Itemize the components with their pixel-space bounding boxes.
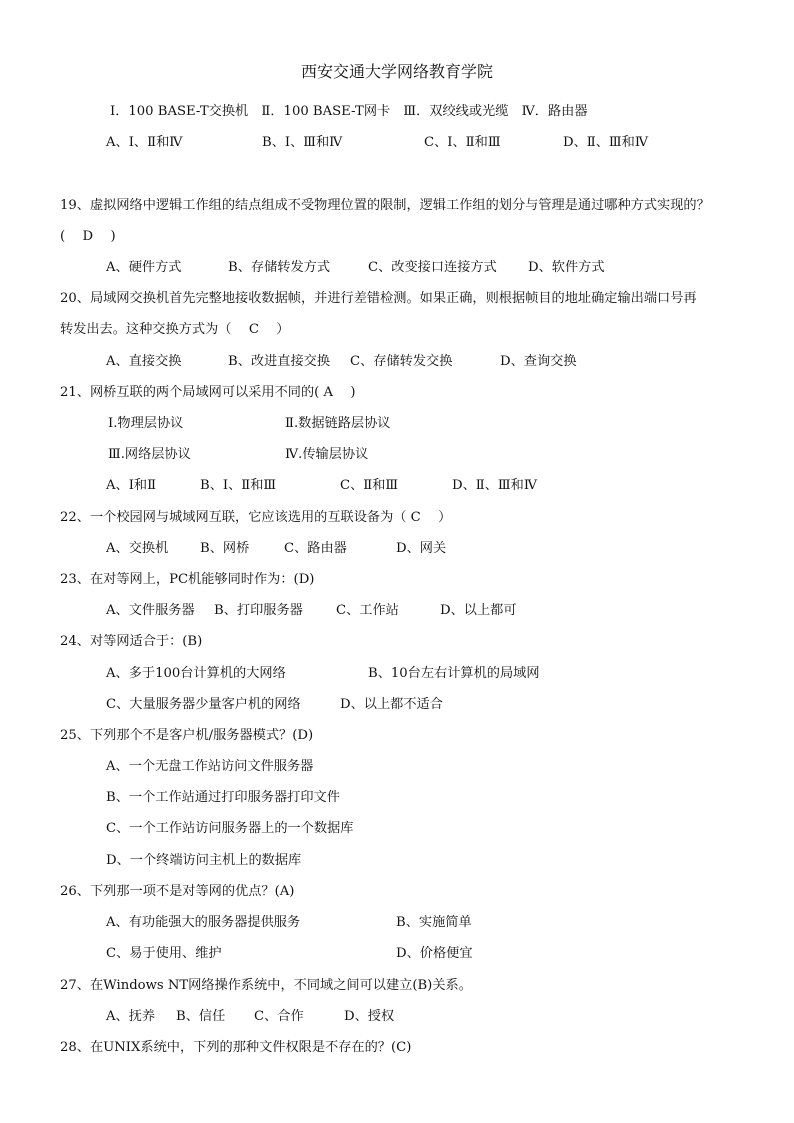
option-b: B、存储转发方式 <box>228 260 331 275</box>
option-a: A、交换机 <box>106 541 169 556</box>
option-b: B、一个工作站通过打印服务器打印文件 <box>106 790 340 805</box>
option-d: D、Ⅱ、Ⅲ和Ⅳ <box>452 478 537 493</box>
option-b: B、信任 <box>176 1009 226 1024</box>
option-c: C、Ⅰ、Ⅱ和Ⅲ <box>424 135 501 150</box>
question-21-stem: 21、网桥互联的两个局域网可以采用不同的( A ) <box>60 385 356 400</box>
option-a: A、有功能强大的服务器提供服务 <box>106 915 301 930</box>
question-20-stem-line1: 20、局域网交换机首先完整地接收数据帧，并进行差错检测。如果正确，则根据帧目的地址确定输出端口号再 <box>60 291 697 306</box>
question-28-stem: 28、在UNIX系统中，下列的那种文件权限是不存在的？(C) <box>60 1040 412 1055</box>
option-c: C、大量服务器少量客户机的网络 <box>106 697 301 712</box>
option-c: C、易于使用、维护 <box>106 946 222 961</box>
item-3: Ⅲ.网络层协议 <box>108 447 191 462</box>
option-d: D、软件方式 <box>528 260 605 275</box>
option-b: B、网桥 <box>200 541 250 556</box>
question-18-items: Ⅰ．100 BASE-T交换机 Ⅱ．100 BASE-T网卡 Ⅲ．双绞线或光缆 Ⅳ．路由器 <box>110 104 588 119</box>
item-1: Ⅰ.物理层协议 <box>108 416 184 431</box>
item-4: Ⅳ.传输层协议 <box>285 447 369 462</box>
option-a: A、文件服务器 <box>106 603 195 618</box>
page-title: 西安交通大学网络教育学院 <box>300 62 493 81</box>
option-d: D、以上都不适合 <box>340 697 443 712</box>
option-b: B、打印服务器 <box>214 603 303 618</box>
option-a: A、硬件方式 <box>106 260 182 275</box>
option-a: A、直接交换 <box>106 354 182 369</box>
option-b: B、Ⅰ、Ⅲ和Ⅳ <box>262 135 343 150</box>
option-c: C、路由器 <box>284 541 347 556</box>
option-b: B、10台左右计算机的局域网 <box>368 666 540 681</box>
question-22-stem: 22、一个校园网与城域网互联，它应该选用的互联设备为（ C ） <box>60 510 452 525</box>
question-26-stem: 26、下列那一项不是对等网的优点？(A) <box>60 884 295 899</box>
option-c: C、合作 <box>254 1009 304 1024</box>
option-d: D、一个终端访问主机上的数据库 <box>106 853 302 868</box>
option-a: A、Ⅰ、Ⅱ和Ⅳ <box>106 135 183 150</box>
option-c: C、存储转发交换 <box>350 354 453 369</box>
option-d: D、网关 <box>396 541 447 556</box>
option-a: A、一个无盘工作站访问文件服务器 <box>106 759 314 774</box>
option-a: A、抚养 <box>106 1009 156 1024</box>
question-19-stem-line1: 19、虚拟网络中逻辑工作组的结点组成不受物理位置的限制，逻辑工作组的划分与管理是通过哪种方式实现的？ <box>60 198 710 213</box>
question-19-stem-line2: ( D ) <box>60 229 116 244</box>
question-25-stem: 25、下列那个不是客户机/服务器模式？(D) <box>60 728 314 743</box>
question-20-stem-line2: 转发出去。这种交换方式为（ C ） <box>60 322 290 337</box>
option-d: D、Ⅱ、Ⅲ和Ⅳ <box>563 135 648 150</box>
option-c: C、一个工作站访问服务器上的一个数据库 <box>106 821 354 836</box>
option-c: C、工作站 <box>336 603 399 618</box>
option-d: D、授权 <box>344 1009 395 1024</box>
option-d: D、查询交换 <box>500 354 577 369</box>
question-23-stem: 23、在对等网上，PC机能够同时作为：(D) <box>60 572 315 587</box>
question-27-stem: 27、在Windows NT网络操作系统中，不同域之间可以建立(B)关系。 <box>60 978 472 993</box>
option-a: A、Ⅰ和Ⅱ <box>106 478 157 493</box>
option-b: B、实施简单 <box>396 915 472 930</box>
option-c: C、改变接口连接方式 <box>368 260 497 275</box>
item-2: Ⅱ.数据链路层协议 <box>285 416 391 431</box>
option-c: C、Ⅱ和Ⅲ <box>340 478 399 493</box>
option-d: D、价格便宜 <box>396 946 473 961</box>
option-a: A、多于100台计算机的大网络 <box>106 666 286 681</box>
option-b: B、Ⅰ、Ⅱ和Ⅲ <box>200 478 277 493</box>
option-d: D、以上都可 <box>440 603 517 618</box>
question-24-stem: 24、对等网适合于：(B) <box>60 634 203 649</box>
option-b: B、改进直接交换 <box>228 354 331 369</box>
